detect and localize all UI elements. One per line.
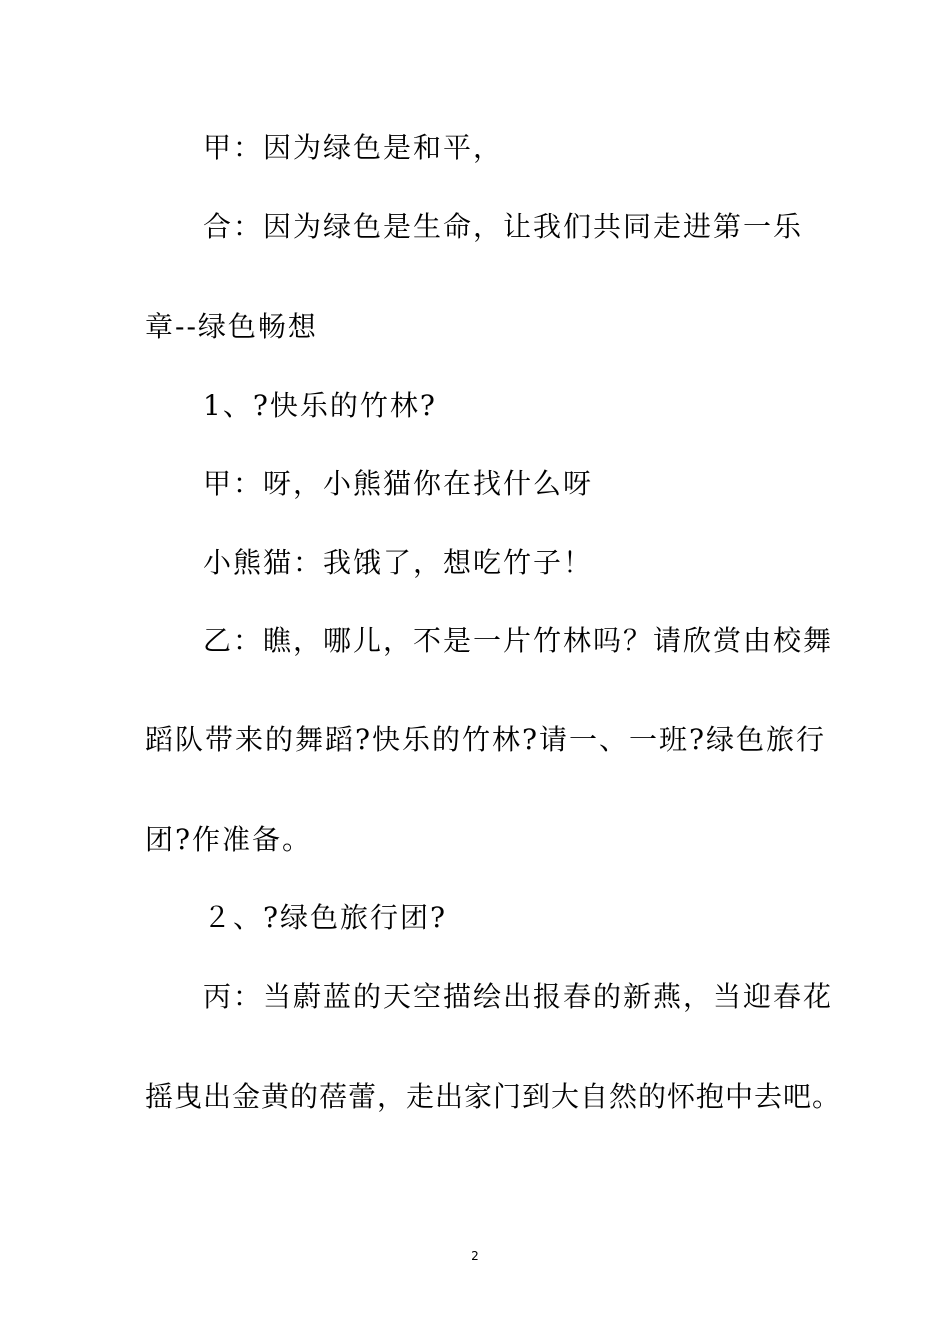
paragraph-line: 蹈队带来的舞蹈?快乐的竹林?请一、一班?绿色旅行 — [145, 723, 827, 756]
paragraph-line: 摇曳出金黄的蓓蕾，走出家门到大自然的怀抱中去吧。 — [145, 1080, 842, 1113]
paragraph-line: 丙：当蔚蓝的天空描绘出报春的新燕，当迎春花 — [203, 980, 834, 1013]
paragraph-line: 合：因为绿色是生命，让我们共同走进第一乐 — [203, 210, 804, 243]
section-heading: 1、?快乐的竹林? — [203, 389, 437, 422]
section-heading: ２、?绿色旅行团? — [203, 901, 448, 934]
paragraph-line: 乙：瞧，哪儿，不是一片竹林吗？请欣赏由校舞 — [203, 624, 834, 657]
paragraph-line: 甲：因为绿色是和平， — [203, 131, 504, 164]
paragraph-line: 章--绿色畅想 — [145, 310, 318, 343]
paragraph-line: 团?作准备。 — [145, 823, 313, 856]
paragraph-line: 甲：呀，小熊猫你在找什么呀 — [203, 467, 594, 500]
paragraph-line: 小熊猫：我饿了，想吃竹子！ — [203, 546, 594, 579]
page-number: 2 — [471, 1249, 479, 1263]
